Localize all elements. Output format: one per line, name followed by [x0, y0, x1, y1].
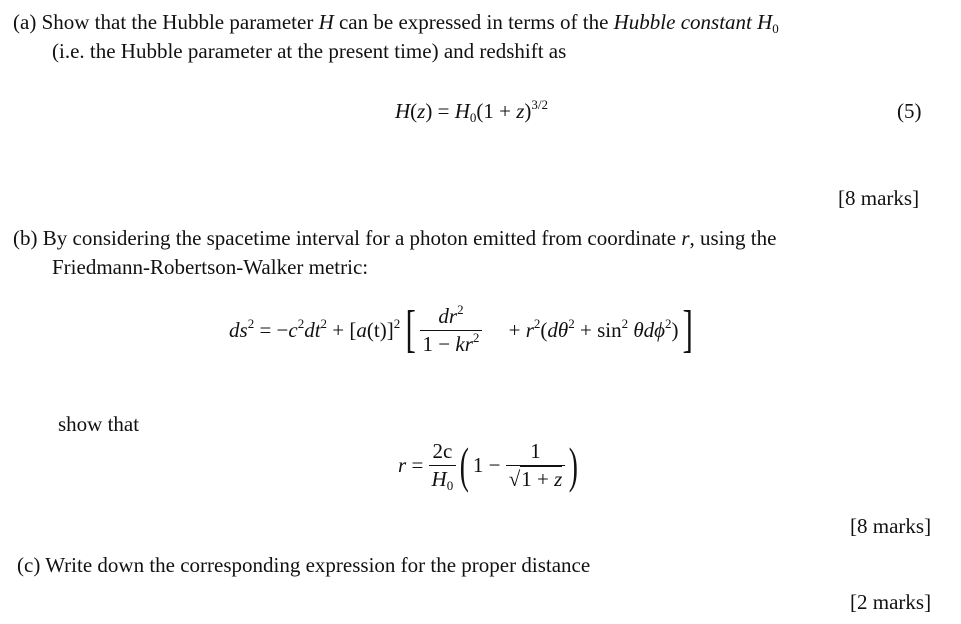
part-c-line: (c) Write down the corresponding expression for the proper distance [17, 553, 591, 577]
frw-metric-equation: $ds^2 = -c^2dt^2 + [a(t)]^2$ [ $\frac{dr^2}{1 - kr^2}$ + $r^2(d\theta^2 + \sin^2 \theta d\phi^2)$ ] [229, 301, 693, 358]
part-b-line2: Friedmann-Robertson-Walker metric: [52, 255, 369, 279]
equation-number: (5) [897, 99, 922, 123]
inner-fraction: $\frac{1}{√1 + z}$ [506, 439, 566, 492]
part-b-marks: [8 marks] [850, 514, 932, 538]
part-c-marks: [2 marks] [850, 590, 932, 614]
show-that-text: show that [58, 412, 140, 436]
part-a-label: (a) [13, 10, 37, 34]
part-b-label: (b) [13, 226, 38, 250]
part-c-label: (c) [17, 553, 41, 577]
part-a-marks: [8 marks] [838, 186, 920, 210]
part-a-line2: (i.e. the Hubble parameter at the present time) and redshift as [52, 39, 567, 63]
part-a-line1: (a) Show that the Hubble parameter H can be expressed in terms of the Hubble constant $H_0$ [13, 10, 779, 36]
equation-hubble-parameter: $H(z) = H_0(1 + z)^{3/2}$ [395, 97, 549, 125]
part-b-line1: (b) By considering the spacetime interval for a photon emitted from coordinate r, using the [13, 226, 777, 250]
distance-result-equation: r = $\frac{2c}{H_0}$ ( 1 − $\frac{1}{√1 + z}$ ) [398, 437, 579, 493]
result-fraction: $\frac{2c}{H_0}$ [429, 439, 457, 492]
metric-fraction: $\frac{dr^2}{1 - kr^2}$ [420, 304, 483, 357]
